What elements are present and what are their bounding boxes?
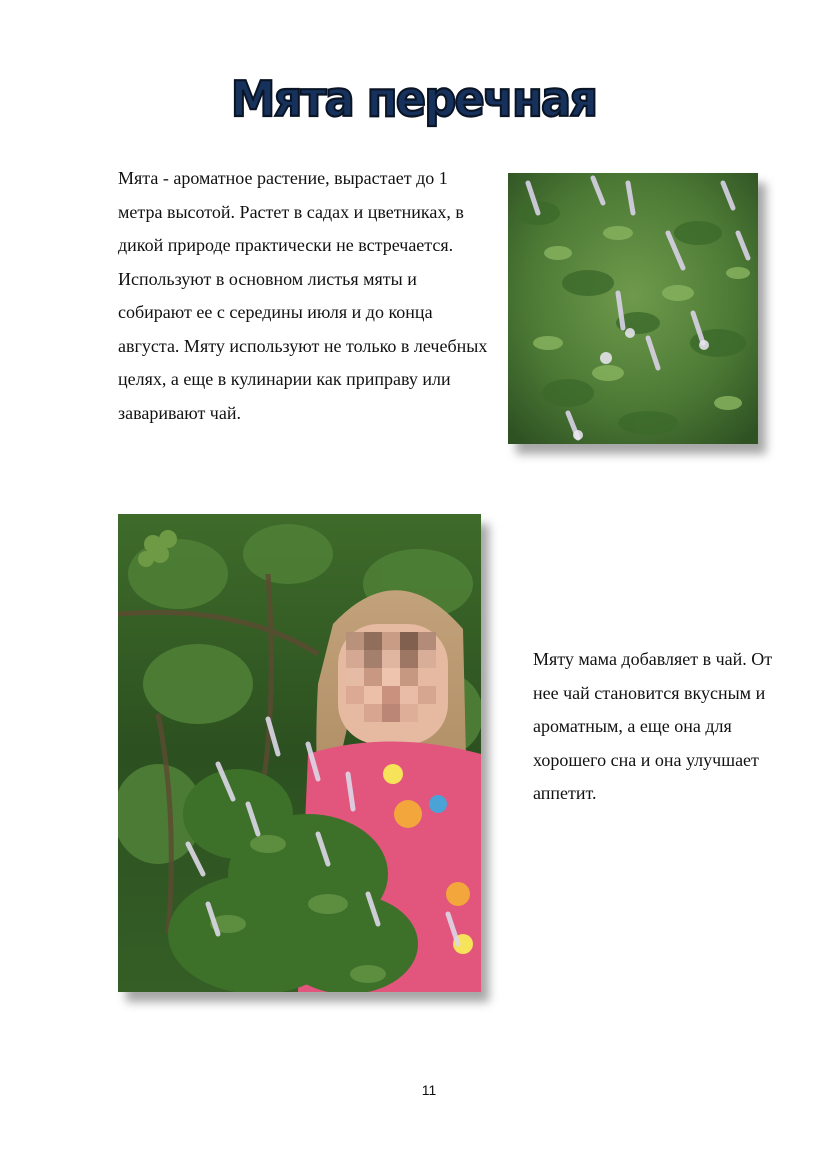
mint-plant-photo xyxy=(508,173,758,444)
page-number: 11 xyxy=(421,1082,437,1098)
intro-paragraph: Мята - ароматное растение, вырастает до 1 метра высотой. Растет в садах и цветниках, в дикой природе практически не встречается. Используют в основном листья мяты и собирают ее с середины июля и до конца августа. Мяту используют не только в лечебных целях, а еще в кулинарии как приправу или заваривают чай. xyxy=(118,168,488,423)
family-use-paragraph: Мяту мама добавляет в чай. От нее чай становится вкусным и ароматным, а еще она для хорошего сна и она улучшает аппетит. xyxy=(533,649,773,803)
page-title: Мята перечная xyxy=(230,70,597,129)
girl-with-mint-photo xyxy=(118,514,481,992)
